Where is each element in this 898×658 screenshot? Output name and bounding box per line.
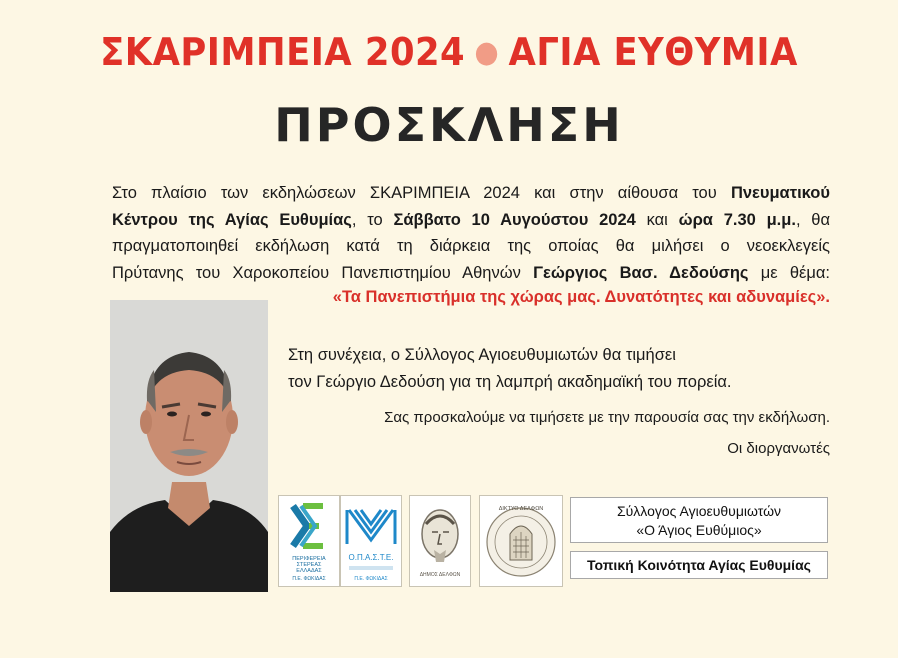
text: με θέμα: bbox=[748, 263, 831, 282]
honor-line-2: τον Γεώργιο Δεδούση για τη λαμπρή ακαδημαϊκή του πορεία. bbox=[288, 373, 732, 391]
intro-line-2 bbox=[112, 207, 830, 234]
opaste-logo bbox=[340, 495, 402, 587]
text: , το bbox=[351, 210, 394, 229]
intro-line-3: πραγματοποιηθεί εκδήλωση κατά τη διάρκεια της οποίας θα μιλήσει ο νεοεκλεγείς bbox=[112, 237, 830, 255]
association-saint: «Ο Άγιος Ευθύμιος» bbox=[636, 522, 762, 538]
region-logo bbox=[278, 495, 340, 587]
region-line-1: ΠΕΡΙΦΕΡΕΙΑ bbox=[292, 556, 326, 562]
bullet-dot: ● bbox=[474, 35, 500, 70]
community-box bbox=[570, 551, 828, 579]
invitation-heading: ΠΡΟΣΚΛΗΣΗ bbox=[274, 98, 624, 152]
invitation-note: Σας προσκαλούμε να τιμήσετε με την παρουσία σας την εκδήλωση. bbox=[384, 409, 830, 426]
organizers-signature: Οι διοργανωτές bbox=[727, 440, 830, 457]
association-box bbox=[570, 497, 828, 543]
text: και bbox=[635, 210, 679, 229]
opaste-sub: Π.Ε. ΦΩΚΙΔΑΣ bbox=[354, 576, 388, 582]
text: , θα bbox=[795, 210, 831, 229]
honor-line-1: Στη συνέχεια, ο Σύλλογος Αγιοευθυμιωτών θα τιμήσει bbox=[288, 346, 676, 364]
text: Πρύτανης του Χαροκοπείου Πανεπιστημίου Αθηνών bbox=[112, 263, 534, 282]
venue: Κέντρου της Αγίας Ευθυμίας bbox=[112, 210, 352, 229]
intro-line-1 bbox=[112, 180, 830, 207]
intro-paragraph bbox=[112, 180, 830, 286]
event-place: ΑΓΙΑ ΕΥΘΥΜΙΑ bbox=[508, 30, 798, 74]
speaker-name: Γεώργιος Βασ. Δεδούσης bbox=[533, 263, 749, 282]
community-name: Τοπική Κοινότητα Αγίας Ευθυμίας bbox=[587, 557, 811, 573]
lecture-theme: «Τα Πανεπιστήμια της χώρας μας. Δυνατότητες και αδυναμίες». bbox=[332, 288, 830, 306]
event-name: ΣΚΑΡΙΜΠΕΙΑ 2024 bbox=[100, 30, 466, 74]
speaker-photo bbox=[110, 300, 268, 592]
delphi-logo bbox=[409, 495, 471, 587]
text-bold: Πνευματικού bbox=[730, 184, 830, 202]
event-date: Σάββατο 10 Αυγούστου 2024 bbox=[393, 210, 636, 229]
region-line-2: ΣΤΕΡΕΑΣ bbox=[296, 562, 322, 568]
delphi-text: ΔΗΜΟΣ ΔΕΛΦΩΝ bbox=[419, 572, 461, 578]
delphi-network-logo bbox=[479, 495, 563, 587]
event-title bbox=[31, 30, 866, 74]
intro-line-4 bbox=[112, 260, 830, 287]
event-time: ώρα 7.30 μ.μ. bbox=[678, 210, 796, 229]
honor-paragraph bbox=[288, 342, 808, 396]
text: Στο πλαίσιο των εκδηλώσεων ΣΚΑΡΙΜΠΕΙΑ 2024 και στην αίθουσα του bbox=[112, 184, 731, 202]
network-text: ΔΙΚΤΥΟ ΔΕΛΦΩΝ bbox=[498, 506, 544, 512]
region-line-4: Π.Ε. ΦΩΚΙΔΑΣ bbox=[292, 576, 326, 582]
association-name: Σύλλογος Αγιοευθυμιωτών bbox=[616, 503, 782, 519]
region-line-3: ΕΛΛΑΔΑΣ bbox=[296, 568, 322, 574]
opaste-name: Ο.Π.Α.Σ.Τ.Ε. bbox=[348, 553, 394, 562]
